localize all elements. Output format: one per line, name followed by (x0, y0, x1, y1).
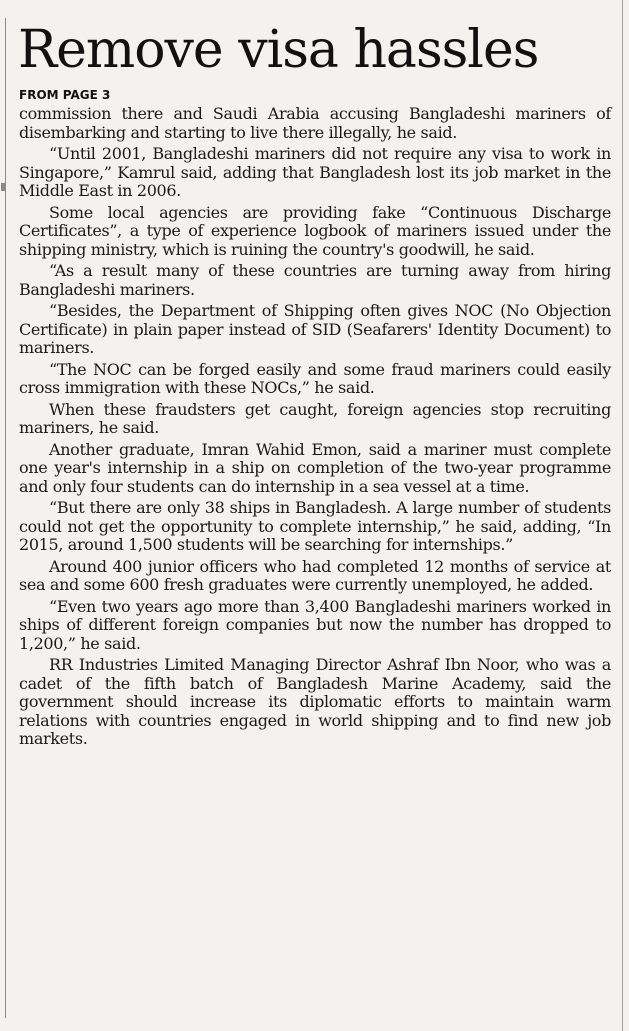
article-paragraph: “As a result many of these countries are turning away from hiring Bangladeshi mariners. (19, 261, 611, 299)
article-paragraph: “Even two years ago more than 3,400 Bangladeshi mariners worked in ships of different foreign companies but now the number has dropped to 1,200,” he said. (19, 596, 611, 653)
jump-label: FROM PAGE 3 (19, 88, 111, 102)
article-paragraph: commission there and Saudi Arabia accusing Bangladeshi mariners of disembarking and starting to live there illegally, he said. (19, 104, 611, 142)
article-paragraph: Some local agencies are providing fake “Continuous Discharge Certificates”, a type of experience logbook of mariners issued under the shipping ministry, which is ruining the country's goodwill, he said. (19, 202, 611, 259)
article-headline: Remove visa hassles (18, 20, 539, 80)
column-rule-left (5, 18, 6, 1018)
article-paragraph: “Besides, the Department of Shipping often gives NOC (No Objection Certificate) in plain paper instead of SID (Seafarers' Identity Document) to mariners. (19, 301, 611, 357)
article-paragraph: “But there are only 38 ships in Bangladesh. A large number of students could not get the opportunity to complete internship,” he said, adding, “In 2015, around 1,500 students will be searching for internships.” (19, 498, 611, 554)
article-paragraph: “The NOC can be forged easily and some fraud mariners could easily cross immigration with these NOCs,” he said. (19, 359, 611, 397)
fold-mark (1, 183, 5, 191)
column-rule-right (622, 0, 623, 1031)
article-paragraph: Around 400 junior officers who had completed 12 months of service at sea and some 600 fresh graduates were currently unemployed, he added. (19, 556, 611, 594)
article-paragraph: Another graduate, Imran Wahid Emon, said a mariner must complete one year's internship in a ship on completion of the two-year programme and only four students can do internship in a sea vessel at a time. (19, 439, 611, 496)
article-paragraph: “Until 2001, Bangladeshi mariners did not require any visa to work in Singapore,” Kamrul said, adding that Bangladesh lost its job market in the Middle East in 2006. (19, 144, 611, 200)
article-paragraph: When these fraudsters get caught, foreign agencies stop recruiting mariners, he said. (19, 399, 611, 437)
article-paragraph: RR Industries Limited Managing Director Ashraf Ibn Noor, who was a cadet of the fifth batch of Bangladesh Marine Academy, said the government should increase its diplomatic efforts to maintain warm relations with countries engaged in world shipping and to find new job markets. (19, 655, 611, 748)
article-body (19, 105, 611, 752)
